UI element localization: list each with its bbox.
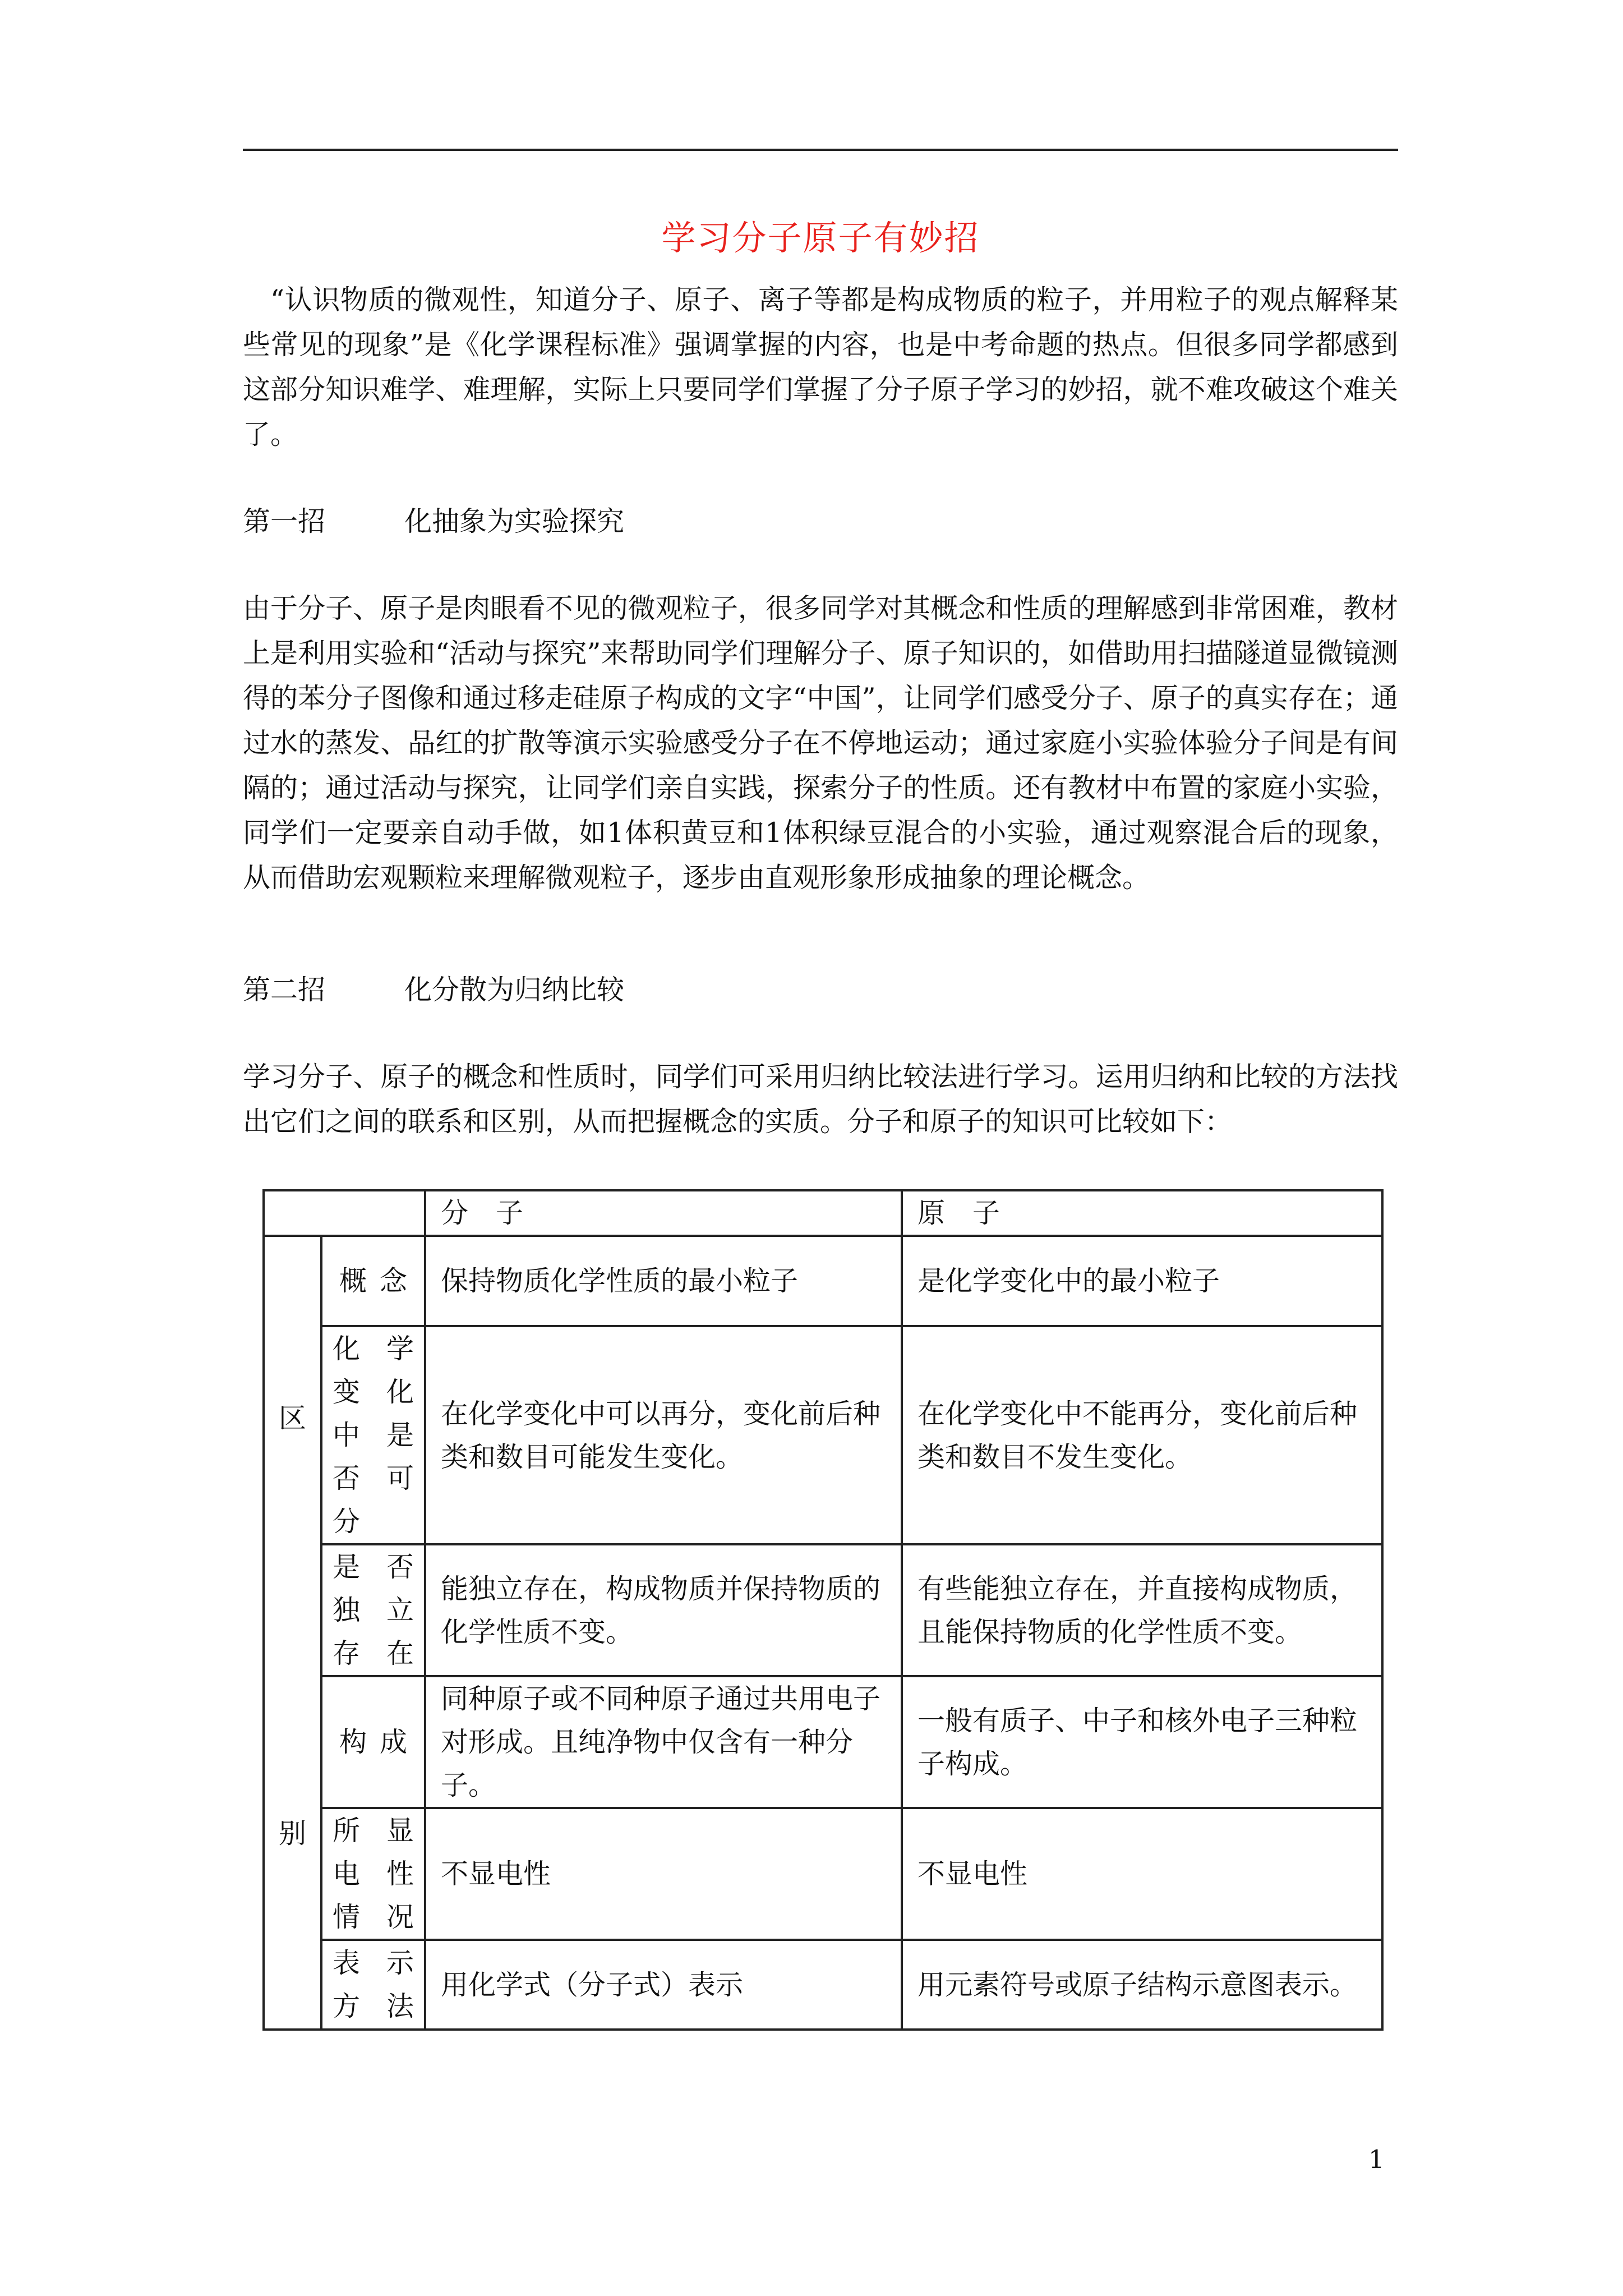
quality-cell: 是否独立存在 — [321, 1544, 425, 1676]
header-rule — [243, 149, 1398, 151]
comparison-table — [262, 1189, 1384, 2031]
header-atom: 原 子 — [902, 1190, 1382, 1236]
quality-cell: 概念 — [321, 1236, 425, 1326]
header-molecule: 分 子 — [425, 1190, 902, 1236]
section-title: 化抽象为实验探究 — [404, 505, 625, 537]
category-cell — [264, 1236, 321, 2030]
quality-cell: 所显电性情况 — [321, 1808, 425, 1940]
document-title: 学习分子原子有妙招 — [661, 218, 980, 258]
atom-cell: 在化学变化中不能再分，变化前后种类和数目不发生变化。 — [902, 1326, 1382, 1544]
table-header-row — [264, 1190, 1382, 1236]
section-number: 第一招 — [243, 505, 326, 537]
table-row — [264, 1236, 1382, 1326]
molecule-cell: 保持物质化学性质的最小粒子 — [425, 1236, 902, 1326]
atom-cell: 是化学变化中的最小粒子 — [902, 1236, 1382, 1326]
page-number: 1 — [1368, 2145, 1385, 2174]
table-row — [264, 1544, 1382, 1676]
molecule-cell: 同种原子或不同种原子通过共用电子对形成。且纯净物中仅含有一种分子。 — [425, 1676, 902, 1808]
intro-paragraph — [243, 278, 1398, 457]
category-label-top: 区 — [278, 1402, 306, 1434]
section-title: 化分散为归纳比较 — [404, 974, 625, 1006]
table-row — [264, 1326, 1382, 1544]
intro-text: “认识物质的微观性，知道分子、原子、离子等都是构成物质的粒子，并用粒子的观点解释某些常见的现象”是《化学课程标准》强调掌握的内容，也是中考命题的热点。但很多同学都感到这部分知识难学、难理解，实际上只要同学们掌握了分子原子学习的妙招，就不难攻破这个难关了。 — [243, 284, 1398, 450]
molecule-cell: 能独立存在，构成物质并保持物质的化学性质不变。 — [425, 1544, 902, 1676]
section-heading-2 — [243, 968, 624, 1013]
atom-cell: 不显电性 — [902, 1808, 1382, 1940]
quality-cell: 表示方法 — [321, 1940, 425, 2030]
atom-cell: 一般有质子、中子和核外电子三种粒子构成。 — [902, 1676, 1382, 1808]
quality-cell: 化学变化中是否可分 — [321, 1326, 425, 1544]
section-body-2: 学习分子、原子的概念和性质时，同学们可采用归纳比较法进行学习。运用归纳和比较的方法找出它们之间的联系和区别，从而把握概念的实质。分子和原子的知识可比较如下： — [243, 1061, 1398, 1138]
header-empty-cell — [264, 1190, 425, 1236]
table-row — [264, 1676, 1382, 1808]
table-row — [264, 1940, 1382, 2030]
atom-cell: 有些能独立存在，并直接构成物质，且能保持物质的化学性质不变。 — [902, 1544, 1382, 1676]
section-body-1: 由于分子、原子是肉眼看不见的微观粒子，很多同学对其概念和性质的理解感到非常困难，教材上是利用实验和“活动与探究”来帮助同学们理解分子、原子知识的，如借助用扫描隧道显微镜测得的苯分子图像和通过移走硅原子构成的文字“中国”，让同学们感受分子、原子的真实存在；通过水的蒸发、品红的扩散等演示实验感受分子在不停地运动；通过家庭小实验体验分子间是有间隔的；通过活动与探究，让同学们亲自实践，探索分子的性质。还有教材中布置的家庭小实验，同学们一定要亲自动手做，如1体积黄豆和1体积绿豆混合的小实验，通过观察混合后的现象，从而借助宏观颗粒来理解微观粒子，逐步由直观形象形成抽象的理论概念。 — [243, 592, 1398, 894]
atom-cell: 用元素符号或原子结构示意图表示。 — [902, 1940, 1382, 2030]
molecule-cell: 不显电性 — [425, 1808, 902, 1940]
molecule-cell: 用化学式（分子式）表示 — [425, 1940, 902, 2030]
table-row — [264, 1808, 1382, 1940]
section-number: 第二招 — [243, 974, 326, 1006]
section-heading-1 — [243, 499, 624, 544]
quality-cell: 构成 — [321, 1676, 425, 1808]
molecule-cell: 在化学变化中可以再分，变化前后种类和数目可能发生变化。 — [425, 1326, 902, 1544]
category-label-bottom: 别 — [278, 1818, 306, 1849]
